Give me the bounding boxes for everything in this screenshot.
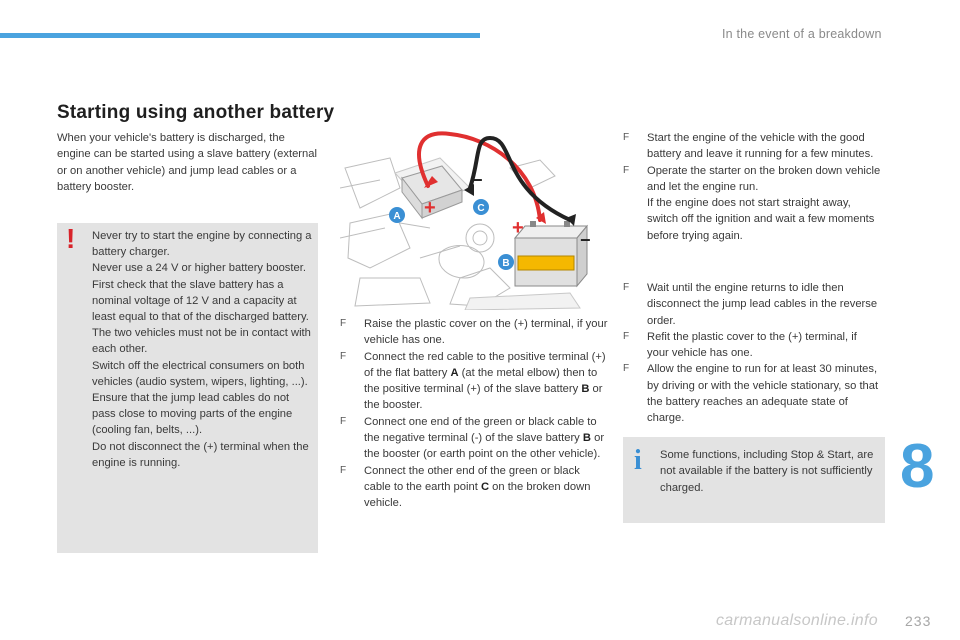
intro-paragraph: When your vehicle's battery is discharged, the engine can be started using a slave battery (external or on another vehicle) and jump lead cables or a battery booster. (57, 132, 317, 193)
warning-line: Never try to start the engine by connecting a battery charger. (92, 230, 312, 259)
list-item: F Raise the plastic cover on the (+) terminal, if your vehicle has one. (340, 318, 608, 347)
label-a (389, 207, 405, 223)
warning-icon: ! (66, 223, 76, 254)
svg-text:C: C (477, 203, 485, 214)
bullet-icon: F (623, 363, 630, 375)
page-number: 233 (905, 613, 932, 629)
warning-line: First check that the slave battery has a nominal voltage of 12 V and a capacity at least equal to that of the discharged battery. (92, 278, 309, 324)
bullet-icon: F (623, 282, 630, 293)
watermark-text: carmanualsonline.info (716, 612, 878, 629)
bullet-icon: F (623, 164, 630, 176)
warning-line: Switch off the electrical consumers on both vehicles (audio system, wipers, lighting, ...). (92, 359, 308, 388)
bullet-icon: F (340, 415, 347, 427)
warning-text (92, 228, 314, 471)
svg-text:A: A (393, 211, 401, 222)
bullet-icon: F (623, 330, 630, 342)
warning-line: Never use a 24 V or higher battery booster. (92, 262, 306, 275)
bullet-icon: F (340, 350, 347, 362)
list-item: F Start the engine of the vehicle with the good battery and leave it running for a few minutes. (623, 132, 874, 161)
bullet-icon: F (623, 132, 630, 143)
label-b (498, 254, 514, 270)
slave-battery-plus: + (512, 217, 524, 239)
label-c (473, 199, 489, 215)
jump-start-illustration (340, 128, 602, 310)
steps-middle (340, 316, 608, 512)
list-item: F Connect the red cable to the positive terminal (+) of the flat battery A (at the metal elbow) then to the positive terminal (+) of the slave battery B or the booster. (340, 350, 606, 412)
chapter-number: 8 (900, 432, 935, 501)
warning-line: Do not disconnect the (+) terminal when the engine is running. (92, 440, 309, 469)
list-item: F Wait until the engine returns to idle then disconnect the jump lead cables in the reverse order. (623, 282, 878, 327)
page-title: Starting using another battery (57, 102, 335, 123)
steps-right-bottom (623, 280, 881, 427)
earth-minus: − (472, 170, 483, 190)
list-item: F Refit the plastic cover to the (+) terminal, if your vehicle has one. (623, 330, 857, 360)
bullet-icon: F (340, 318, 347, 329)
header-accent-bar (0, 33, 480, 38)
slave-battery-minus: − (580, 230, 591, 250)
info-icon: i (634, 445, 642, 476)
warning-line: Ensure that the jump lead cables do not pass close to moving parts of the engine (cooling fan, belts, ...). (92, 392, 293, 437)
bullet-icon: F (340, 464, 347, 476)
flat-battery-plus: + (424, 197, 436, 219)
steps-right-top (623, 130, 881, 244)
info-text: Some functions, including Stop & Start, are not available if the battery is not sufficiently charged. (660, 449, 874, 494)
svg-text:B: B (502, 258, 510, 269)
warning-line: The two vehicles must not be in contact with each other. (92, 327, 311, 356)
section-header: In the event of a breakdown (722, 27, 882, 41)
list-item: F Connect the other end of the green or black cable to the earth point C on the broken down vehicle. (340, 464, 591, 510)
list-item: F Connect one end of the green or black cable to the negative terminal (-) of the slave battery B or the booster (or earth point on the other vehicle). (340, 415, 605, 461)
list-item: F Operate the starter on the broken down vehicle and let the engine run. If the engine does not start straight away, switch off the ignition and wait a few moments before trying again. (623, 164, 881, 242)
list-item: F Allow the engine to run for at least 30 minutes, by driving or with the vehicle stationary, so that the battery reaches an adequate state of charge. (623, 363, 879, 425)
slave-battery (515, 221, 587, 286)
